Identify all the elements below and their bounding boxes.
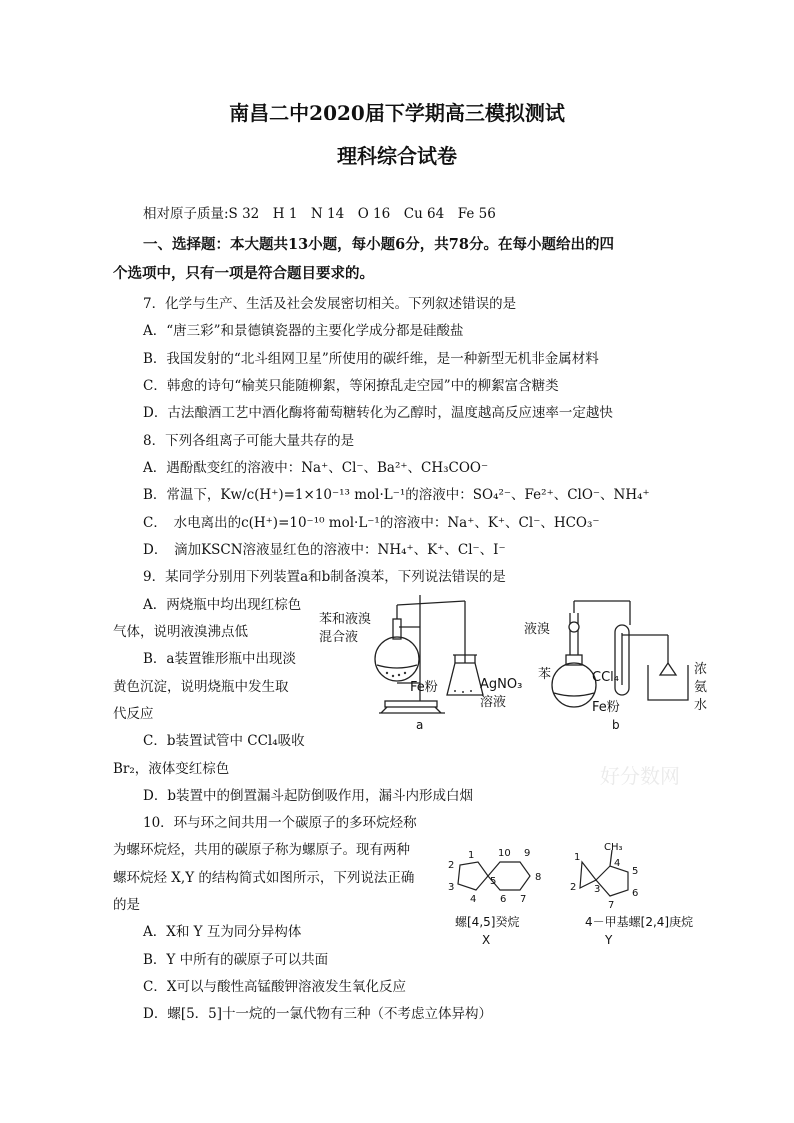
y-atom-1: 1 [574,852,581,863]
y-atom-2: 2 [570,882,577,893]
section-heading-2: 个选项中，只有一项是符合题目要求的。 [113,265,374,282]
x-atom-2: 2 [448,860,455,871]
x-atom-4: 4 [470,894,477,905]
exam-subtitle: 理科综合试卷 [337,144,457,168]
section-heading-1: 一、选择题：本大题共13小题，每小题6分，共78分。在每小题给出的四 [143,236,614,253]
y-atom-7: 7 [608,900,615,911]
x-name: 螺[4,5]癸烷 [455,915,520,929]
q10-stem-4: 的是 [113,897,140,913]
q10-option-b: B．Y 中所有的碳原子可以共面 [143,952,329,968]
q9-option-c-1: C．b装置试管中 CCl₄吸收 [143,733,305,749]
label-mixture: 混合液 [319,630,359,645]
q10-stem-1: 10．环与环之间共用一个碳原子的多环烷烃称 [143,815,417,831]
q8-option-c: C． 水电离出的c(H⁺)=10⁻¹⁰ mol·L⁻¹的溶液中：Na⁺、K⁺、Cl⁻、HCO₃⁻ [143,515,600,531]
q8-option-d: D． 滴加KSCN溶液显红色的溶液中：NH₄⁺、K⁺、Cl⁻、I⁻ [143,542,506,558]
q9-stem: 9．某同学分别用下列装置a和b制备溴苯，下列说法错误的是 [143,569,506,585]
label-ammonia-2: 氨 [694,680,708,695]
q7-option-d: D．古法酿酒工艺中酒化酶将葡萄糖转化为乙醇时，温度越高反应速率一定越快 [143,405,613,421]
exam-title: 南昌二中2020届下学期高三模拟测试 [229,101,565,125]
q8-option-a: A．遇酚酞变红的溶液中：Na⁺、Cl⁻、Ba²⁺、CH₃COO⁻ [143,460,489,476]
label-liquid-bromine: 液溴 [524,622,551,637]
label-ammonia-1: 浓 [694,662,708,677]
apparatus-b-figure [520,585,720,730]
label-benzene-bromine: 苯和液溴 [319,612,372,627]
x-atom-8: 8 [535,872,542,883]
q9-option-a-1: A．两烧瓶中均出现红棕色 [143,597,302,613]
q7-option-b: B．我国发射的“北斗组网卫星”所使用的碳纤维，是一种新型无机非金属材料 [143,351,599,367]
x-atom-5: 5 [490,876,497,887]
q8-option-b: B．常温下，Kw/c(H⁺)=1×10⁻¹³ mol·L⁻¹的溶液中：SO₄²⁻、Fe²⁺、ClO⁻、NH₄⁺ [143,487,650,503]
label-solution: 溶液 [480,695,507,710]
q10-option-d: D．螺[5．5]十一烷的一氯代物有三种（不考虑立体异构） [143,1006,493,1022]
x-atom-1: 1 [468,850,475,861]
q7-stem: 7．化学与生产、生活及社会发展密切相关。下列叙述错误的是 [143,296,517,312]
q7-option-a: A．“唐三彩”和景德镇瓷器的主要化学成分都是硅酸盐 [143,323,464,339]
label-fe-powder-a: Fe粉 [410,680,438,695]
label-ammonia-3: 水 [694,698,708,713]
q9-option-b-2: 黄色沉淀，说明烧瓶中发生取 [113,679,289,695]
label-ccl4: CCl₄ [592,670,619,685]
atomic-mass: 相对原子质量:S 32 H 1 N 14 O 16 Cu 64 Fe 56 [143,206,496,222]
structure-x-figure [440,840,560,910]
y-letter: Y [605,933,613,947]
q9-option-b-1: B．a装置锥形瓶中出现淡 [143,651,296,667]
x-atom-10: 10 [498,848,511,859]
y-name: 4－甲基螺[2,4]庚烷 [585,915,694,929]
figure-b-caption: b [612,718,620,732]
y-atom-3: 3 [594,884,601,895]
x-atom-9: 9 [524,848,531,859]
x-atom-6: 6 [500,894,507,905]
structure-y-figure [560,840,680,910]
watermark: 好分数网 [600,764,680,788]
figure-a-caption: a [416,718,424,732]
q9-option-a-2: 气体，说明液溴沸点低 [113,624,248,640]
y-atom-6: 6 [632,888,639,899]
y-atom-4: 4 [614,858,621,869]
q9-option-d: D．b装置中的倒置漏斗起防倒吸作用，漏斗内形成白烟 [143,788,473,804]
q9-option-c-2: Br₂，液体变红棕色 [113,761,230,777]
q10-option-c: C．X可以与酸性高锰酸钾溶液发生氧化反应 [143,979,406,995]
q10-option-a: A．X和 Y 互为同分异构体 [143,924,302,940]
q10-stem-3: 螺环烷烃 X,Y 的结构简式如图所示，下列说法正确 [113,870,415,886]
x-atom-7: 7 [520,894,527,905]
label-agno3: AgNO₃ [480,677,523,692]
x-atom-3: 3 [448,882,455,893]
label-fe-powder-b: Fe粉 [592,700,620,715]
x-letter: X [482,933,491,947]
q10-stem-2: 为螺环烷烃，共用的碳原子称为螺原子。现有两种 [113,842,410,858]
q8-stem: 8．下列各组离子可能大量共存的是 [143,433,355,449]
apparatus-a-figure [315,585,523,730]
label-benzene: 苯 [538,667,552,682]
y-methyl: CH₃ [604,842,623,853]
q7-option-c: C．韩愈的诗句“榆荚只能随柳絮，等闲撩乱走空园”中的柳絮富含糖类 [143,378,559,394]
y-atom-5: 5 [632,866,639,877]
q9-option-b-3: 代反应 [113,706,154,722]
